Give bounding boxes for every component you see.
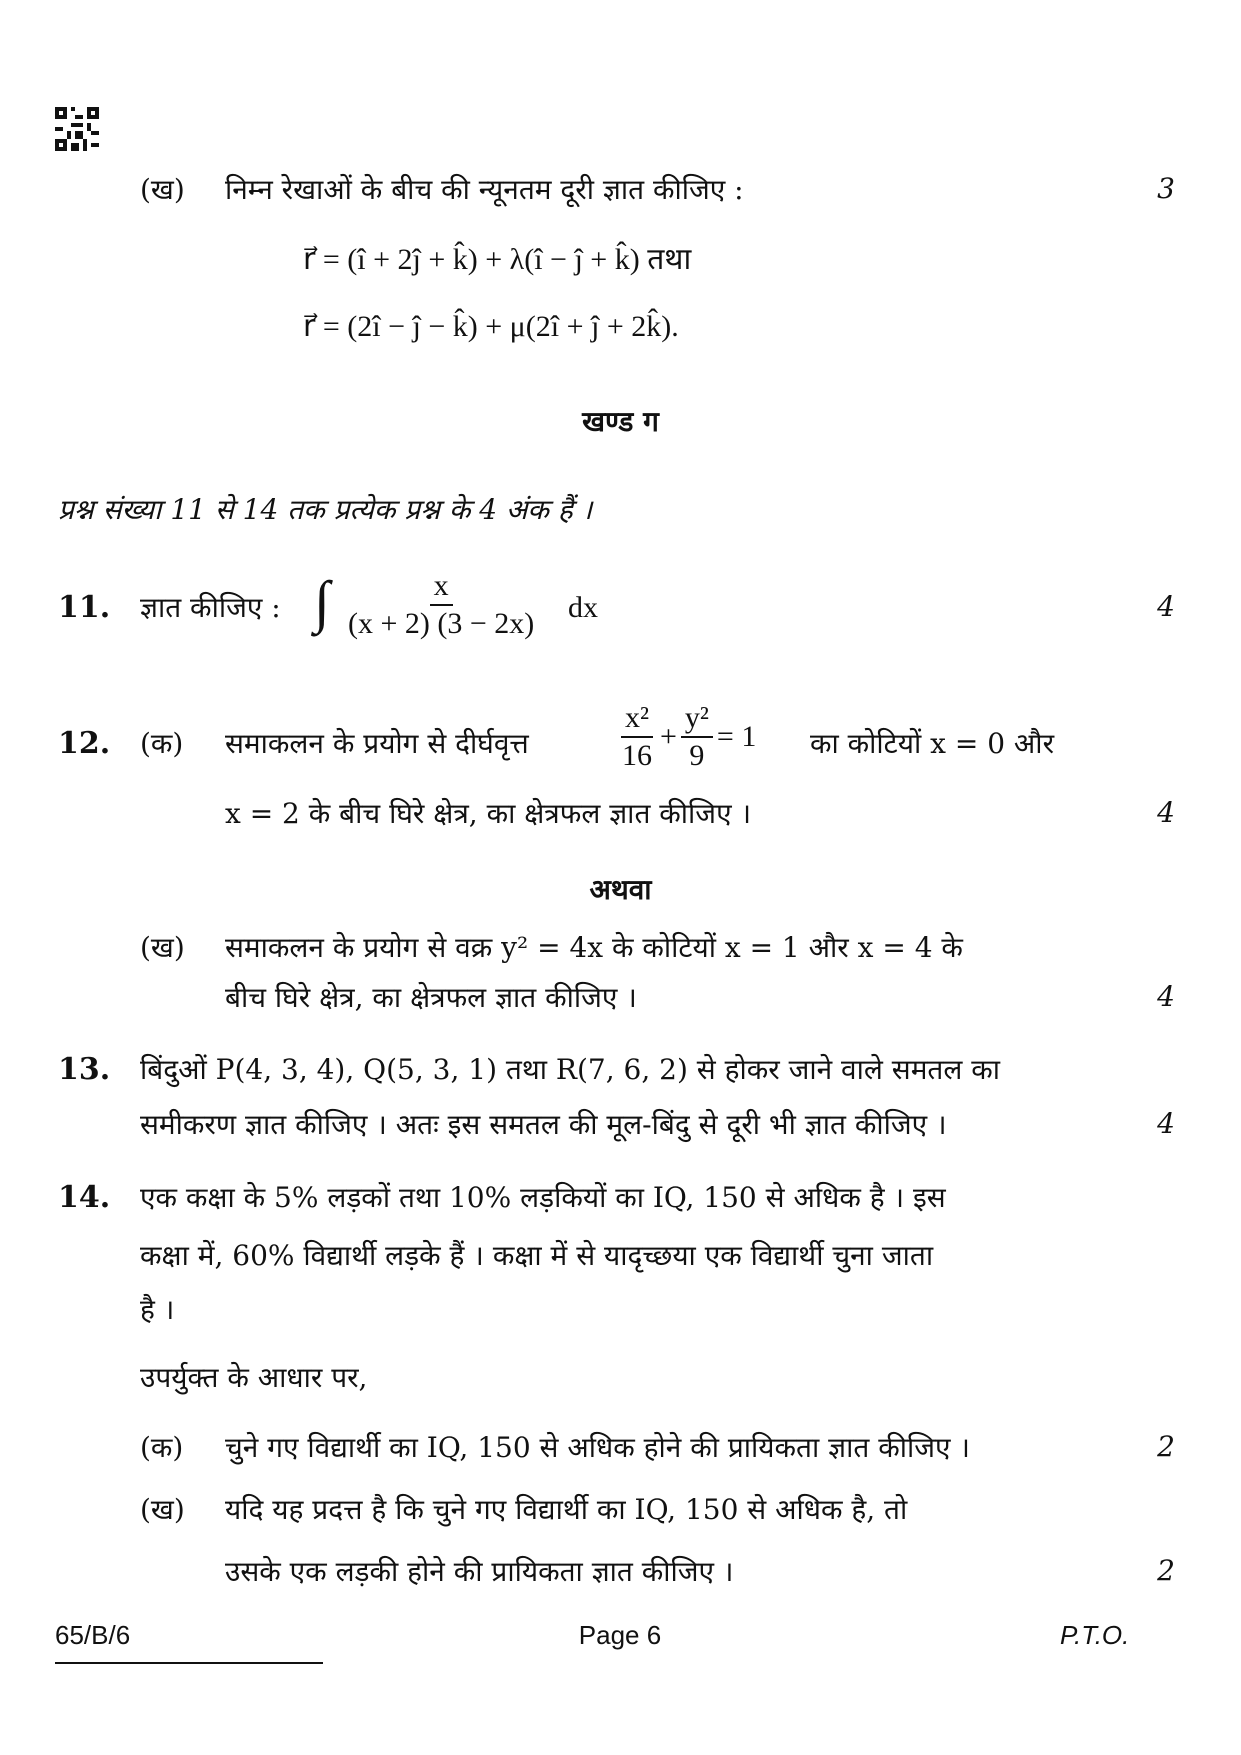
- q12b-label: (ख): [140, 931, 185, 964]
- q11-marks: 4: [1157, 590, 1175, 623]
- q14-text-4: उपर्युक्त के आधार पर,: [140, 1361, 368, 1394]
- q14b-label: (ख): [140, 1493, 185, 1526]
- q14-number: 14.: [58, 1180, 111, 1215]
- q12a-frac2-denominator: 9: [689, 739, 705, 772]
- q11-prefix: ज्ञात कीजिए :: [140, 591, 281, 624]
- q10b-equation-1: r⃗ = (î + 2ĵ + k̂) + λ(î − ĵ + k̂) तथा: [303, 243, 692, 276]
- q12a-frac2-numerator: y²: [681, 700, 713, 738]
- q14-text-3: है ।: [140, 1293, 175, 1326]
- section-instruction: प्रश्न संख्या 11 से 14 तक प्रत्येक प्रश्न के 4 अंक हैं ।: [58, 493, 593, 526]
- q14b-text-2: उसके एक लड़की होने की प्रायिकता ज्ञात कीजिए ।: [225, 1555, 734, 1588]
- q11-denominator: (x + 2) (3 − 2x): [348, 607, 535, 640]
- q12a-label: (क): [140, 727, 184, 760]
- q12a-text-1: समाकलन के प्रयोग से दीर्घवृत्त: [225, 727, 529, 760]
- q12b-text-2: बीच घिरे क्षेत्र, का क्षेत्रफल ज्ञात कीजिए ।: [225, 981, 637, 1014]
- q13-number: 13.: [58, 1052, 111, 1087]
- q14a-text: चुने गए विद्यार्थी का IQ, 150 से अधिक होने की प्रायिकता ज्ञात कीजिए ।: [225, 1431, 970, 1464]
- q10b-marks: 3: [1157, 172, 1175, 205]
- q12a-frac1-denominator: 16: [622, 739, 652, 772]
- q12a-ellipse-equation: [614, 700, 756, 774]
- q12a-plus: +: [660, 720, 677, 753]
- q11-fraction: [340, 568, 542, 642]
- q12a-frac1-numerator: x²: [621, 700, 653, 738]
- q12a-marks: 4: [1157, 796, 1175, 829]
- q14b-marks: 2: [1157, 1554, 1175, 1587]
- footer-paper-code: 65/B/6: [55, 1620, 131, 1650]
- qr-code-icon: [55, 107, 99, 151]
- footer-pto: P.T.O.: [1060, 1620, 1130, 1650]
- q14-text-1: एक कक्षा के 5% लड़कों तथा 10% लड़कियों का IQ, 150 से अधिक है । इस: [140, 1181, 946, 1214]
- q12a-equals-one: = 1: [716, 720, 757, 753]
- footer-underline: [55, 1662, 323, 1664]
- q12b-marks: 4: [1157, 980, 1175, 1013]
- q12a-text-2: का कोटियों x = 0 और: [810, 727, 1055, 760]
- q12-or: अथवा: [589, 873, 652, 906]
- q14b-text-1: यदि यह प्रदत्त है कि चुने गए विद्यार्थी का IQ, 150 से अधिक है, तो: [225, 1493, 908, 1526]
- q11-integral-sign: ∫: [314, 569, 330, 634]
- q13-text-2: समीकरण ज्ञात कीजिए । अतः इस समतल की मूल-बिंदु से दूरी भी ज्ञात कीजिए ।: [140, 1108, 947, 1141]
- q10b-equation-2: r⃗ = (2î − ĵ − k̂) + μ(2î + ĵ + 2k̂).: [303, 310, 679, 343]
- section-title: खण्ड ग: [582, 405, 659, 438]
- q14a-marks: 2: [1157, 1430, 1175, 1463]
- q12a-text-3: x = 2 के बीच घिरे क्षेत्र, का क्षेत्रफल ज्ञात कीजिए ।: [225, 797, 752, 830]
- q10b-text: निम्न रेखाओं के बीच की न्यूनतम दूरी ज्ञात कीजिए :: [225, 173, 744, 206]
- q12b-text-1: समाकलन के प्रयोग से वक्र y² = 4x के कोटियों x = 1 और x = 4 के: [225, 931, 963, 964]
- q14a-label: (क): [140, 1431, 184, 1464]
- q13-text-1: बिंदुओं P(4, 3, 4), Q(5, 3, 1) तथा R(7, 6, 2) से होकर जाने वाले समतल का: [140, 1053, 1001, 1086]
- q11-numerator: x: [430, 568, 453, 606]
- q10b-label: (ख): [140, 173, 185, 206]
- q13-marks: 4: [1157, 1107, 1175, 1140]
- q11-dx: dx: [568, 591, 598, 624]
- footer-page-number: Page 6: [578, 1620, 662, 1650]
- q14-text-2: कक्षा में, 60% विद्यार्थी लड़के हैं । कक्षा में से यादृच्छया एक विद्यार्थी चुना जाता: [140, 1239, 934, 1272]
- q12-number: 12.: [58, 726, 111, 761]
- q11-number: 11.: [58, 590, 111, 625]
